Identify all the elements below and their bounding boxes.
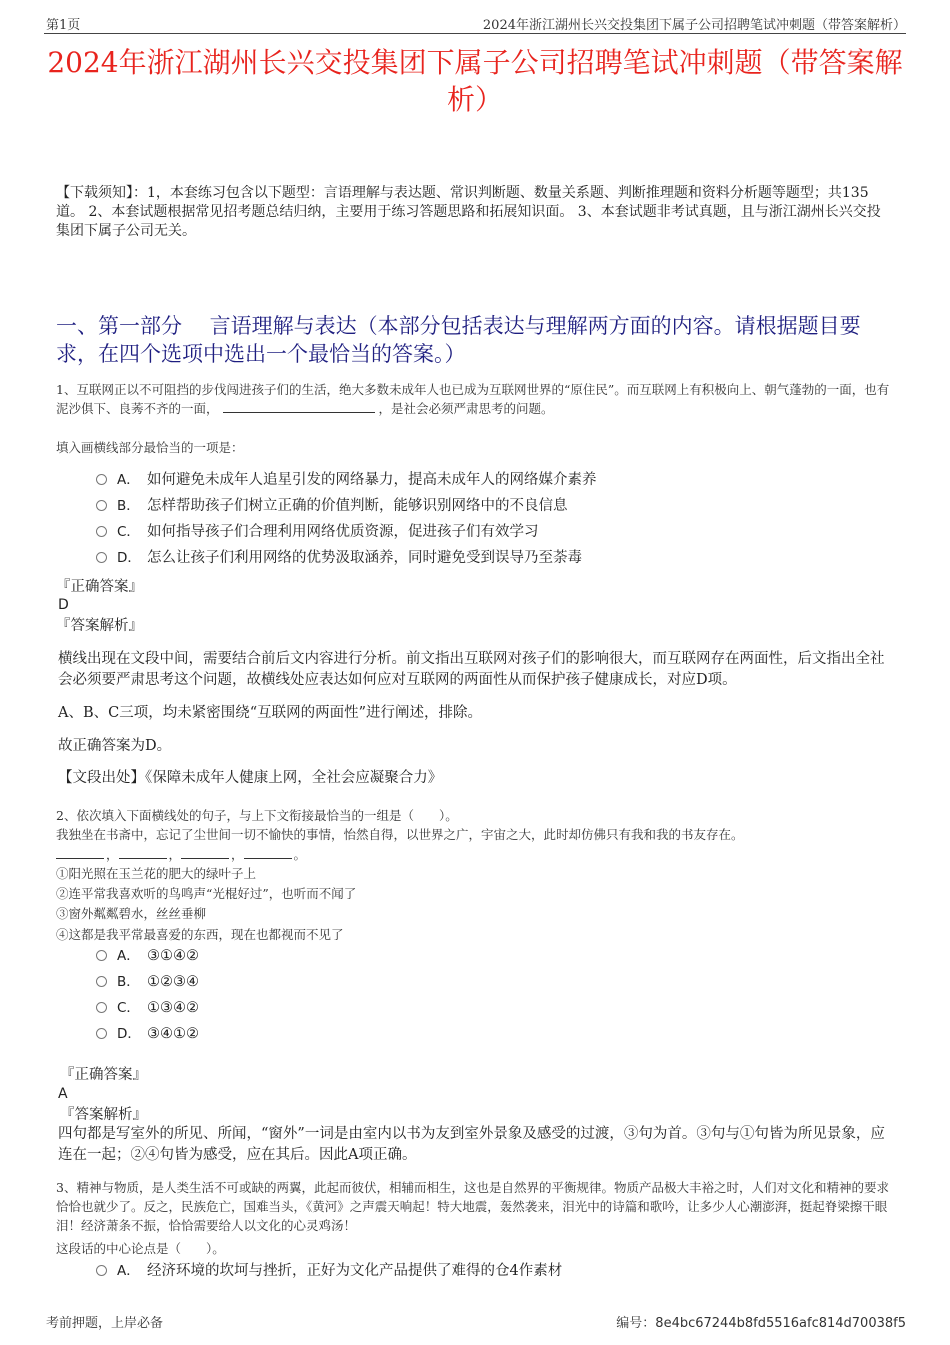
question-3-stem: 3、精神与物质，是人类生活不可或缺的两翼，此起而彼伏，相辅而相生，这也是自然界的平衡规律。物质产品极大丰裕之时，人们对文化和精神的要求恰恰也就少了。反之，民族危亡，国难当头，《黄河》之声震天响起！特大地震，轰然袭来，泪光中的诗篇和歌吟，让多少人心潮澎湃，挺起脊梁擦干眼泪！经济萧条不振，恰恰需要给人以文化的心灵鸡汤！ (56, 1180, 889, 1233)
radio-icon[interactable] (96, 526, 107, 537)
question-2-blanks: ， ， ， 。 (56, 845, 306, 864)
answer-value: A (58, 1086, 68, 1102)
fill-blank (119, 858, 167, 859)
analysis-paragraph: 四句都是写室外的所见、所闻，“窗外”一词是由室内以书为友到室外景象及感受的过渡，③句为首。③句与①句皆为所见景象，应连在一起；②④句皆为感受，应在其后。因此A项正确。 (58, 1126, 885, 1163)
analysis-paragraph: 横线出现在文段中间，需要结合前后文内容进行分析。前文指出互联网对孩子们的影响很大，而互联网存在两面性，后文指出全社会必须要严肃思考这个问题，故横线处应表达如何应对互联网的两面性从而保护孩子健康成长，对应D项。 (58, 651, 885, 688)
download-notice: 【下载须知】：1，本套练习包含以下题型：言语理解与表达题、常识判断题、数量关系题、判断推理题和资料分析题等题型；共135道。 2、本套试题根据常见招考题总结归纳，主要用于练习答题思路和拓展知识面。 3、本套试题非考试真题，且与浙江湖州长兴交投集团下属子公司无关。 (56, 185, 881, 239)
sentence-item: ①阳光照在玉兰花的肥大的绿叶子上 (56, 866, 257, 881)
section-heading: 一、第一部分 言语理解与表达（本部分包括表达与理解两方面的内容。请根据题目要求，在四个选项中选出一个最恰当的答案。） (56, 314, 861, 366)
source-citation: 【文段出处】《保障未成年人健康上网，全社会应凝聚合力》 (58, 770, 443, 786)
question-1-stem-end: ，是社会必须严肃思考的问题。 (378, 401, 554, 416)
option-d[interactable]: D． 怎么让孩子们利用网络的优势汲取涵养，同时避免受到误导乃至荼毒 (96, 548, 582, 568)
answer-label: 『正确答案』 (60, 1067, 147, 1083)
option-c[interactable]: C． ①③④② (96, 998, 199, 1018)
question-2-passage: 我独坐在书斋中，忘记了尘世间一切不愉快的事情，怡然自得，以世界之广，宇宙之大，此时却仿佛只有我和我的书友存在。 (56, 827, 744, 842)
radio-icon[interactable] (96, 1265, 107, 1276)
analysis-label: 『答案解析』 (60, 1107, 147, 1123)
option-a[interactable]: A． 如何避免未成年人追星引发的网络暴力，提高未成年人的网络媒介素养 (96, 470, 597, 490)
question-1-prompt: 填入画横线部分最恰当的一项是： (56, 440, 244, 455)
sentence-item: ③窗外粼粼碧水，丝丝垂柳 (56, 906, 207, 921)
fill-blank (244, 858, 292, 859)
document-code: 编号：8e4bc67244b8fd5516afc814d70038f5 (616, 1316, 906, 1331)
radio-icon[interactable] (96, 1028, 107, 1039)
radio-icon[interactable] (96, 474, 107, 485)
option-a[interactable]: A． 经济环境的坎坷与挫折，正好为文化产品提供了难得的仓4作素材 (96, 1261, 562, 1281)
question-1-stem (56, 380, 900, 418)
analysis-paragraph: A、B、C三项，均未紧密围绕“互联网的两面性”进行阐述，排除。 (58, 705, 483, 721)
radio-icon[interactable] (96, 552, 107, 563)
fill-blank (181, 858, 229, 859)
answer-label: 『正确答案』 (56, 579, 143, 595)
radio-icon[interactable] (96, 1002, 107, 1013)
answer-value: D (58, 597, 69, 613)
page-title: 2024年浙江湖州长兴交投集团下属子公司招聘笔试冲刺题（带答案解析） (47, 46, 903, 116)
option-b[interactable]: B． ①②③④ (96, 972, 199, 992)
option-a[interactable]: A． ③①④② (96, 946, 199, 966)
question-2-stem: 2、依次填入下面横线处的句子，与上下文衔接最恰当的一组是（ ）。 (56, 808, 458, 823)
sentence-item: ②连平常我喜欢听的鸟鸣声“光棍好过”，也听而不闻了 (56, 886, 357, 901)
analysis-conclusion: 故正确答案为D。 (58, 738, 172, 754)
sentence-item: ④这都是我平常最喜爱的东西，现在也都视而不见了 (56, 927, 344, 942)
page-number: 第1页 (46, 18, 81, 33)
question-1-stem-start: 1、互联网正以不可阻挡的步伐闯进孩子们的生活，绝大多数未成年人也已成为互联网世界的“原住民”。而互联网上有积极向上、朝气蓬勃的一面，也有泥沙俱下、良莠不齐的一面， (56, 382, 890, 416)
analysis-label: 『答案解析』 (56, 618, 143, 634)
question-3-prompt: 这段话的中心论点是（ ）。 (56, 1241, 225, 1256)
header-divider (44, 33, 906, 34)
fill-blank (223, 412, 375, 413)
fill-blank (56, 858, 104, 859)
option-c[interactable]: C． 如何指导孩子们合理利用网络优质资源，促进孩子们有效学习 (96, 522, 539, 542)
option-b[interactable]: B． 怎样帮助孩子们树立正确的价值判断，能够识别网络中的不良信息 (96, 496, 568, 516)
running-title: 2024年浙江湖州长兴交投集团下属子公司招聘笔试冲刺题（带答案解析） (482, 18, 906, 33)
radio-icon[interactable] (96, 950, 107, 961)
footer-slogan: 考前押题，上岸必备 (46, 1316, 164, 1331)
radio-icon[interactable] (96, 500, 107, 511)
radio-icon[interactable] (96, 976, 107, 987)
option-d[interactable]: D． ③④①② (96, 1024, 199, 1044)
